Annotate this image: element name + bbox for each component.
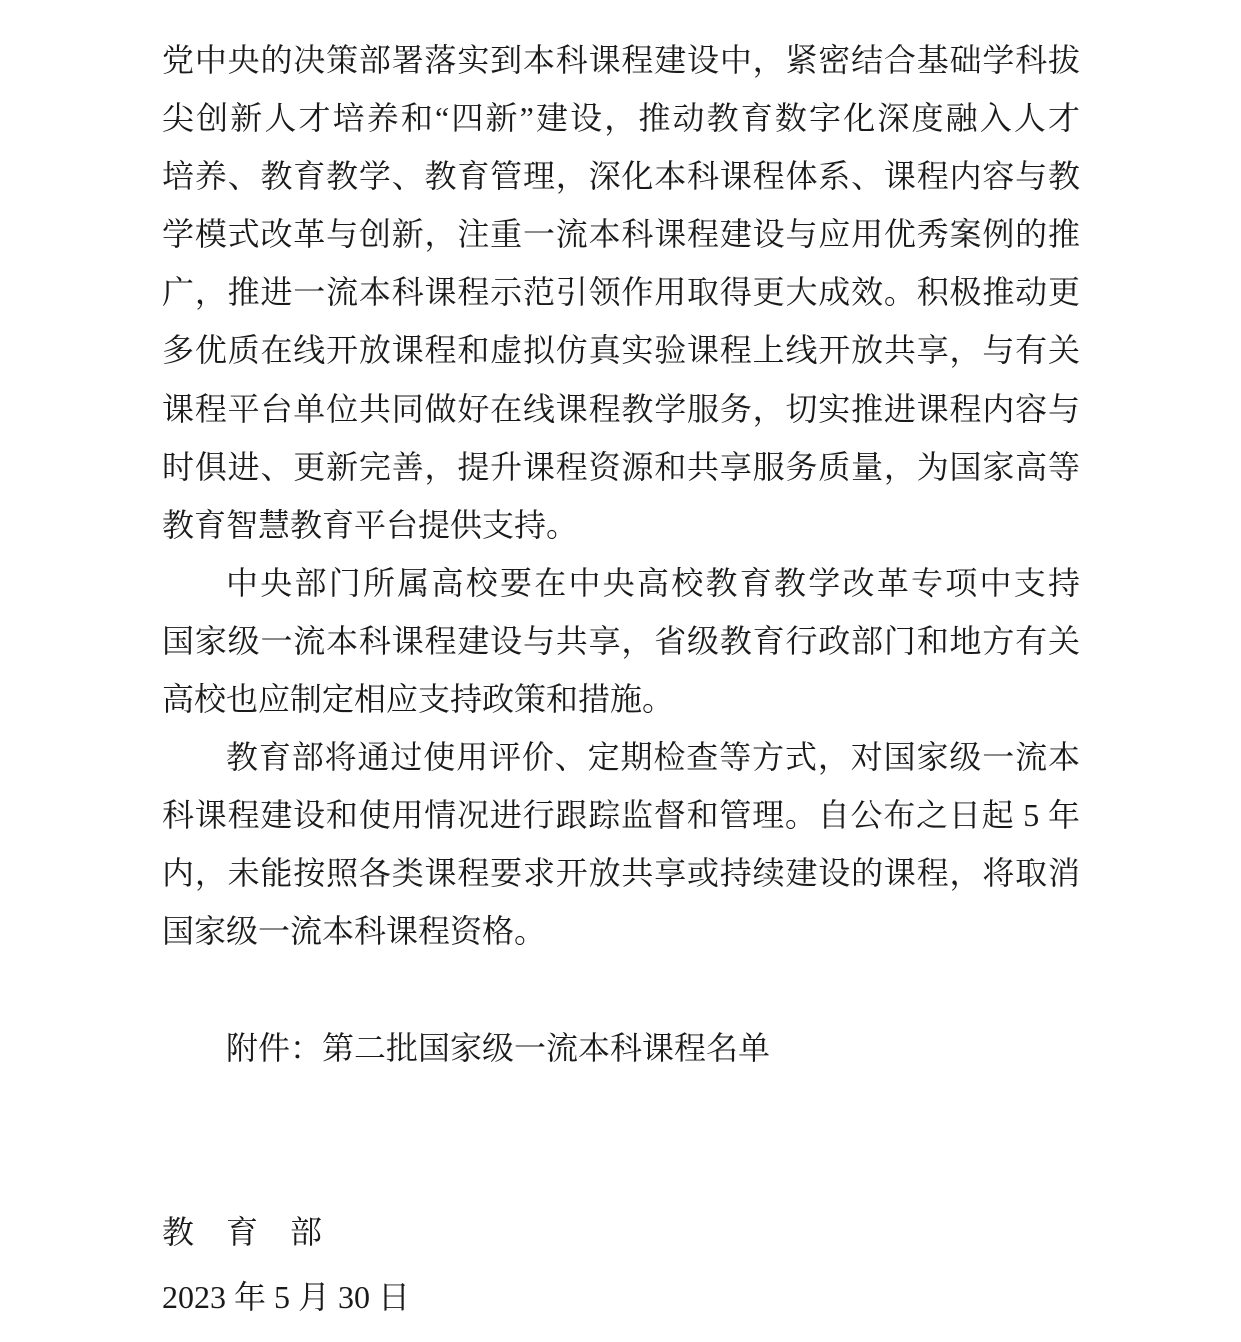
text-line: 尖创新人才培养和“四新”建设，推动教育数字化深度融入人才 — [162, 100, 1080, 137]
signature-agency: 教 育 部 — [162, 1213, 323, 1250]
text-line: 党中央的决策部署落实到本科课程建设中，紧密结合基础学科拔 — [162, 42, 1080, 78]
text-line: 教育智慧教育平台提供支持。 — [162, 506, 579, 543]
signature-block — [162, 1203, 1080, 1326]
attachment-line: 附件：第二批国家级一流本科课程名单 — [226, 1029, 771, 1066]
text-line: 国家级一流本科课程资格。 — [162, 913, 547, 950]
document-paragraphs — [162, 31, 1080, 961]
text-line: 广，推进一流本科课程示范引领作用取得更大成效。积极推动更 — [162, 274, 1080, 311]
document-text-column — [162, 31, 1080, 1326]
text-line: 国家级一流本科课程建设与共享，省级教育行政部门和地方有关 — [162, 622, 1080, 659]
text-line: 课程平台单位共同做好在线课程教学服务，切实推进课程内容与 — [162, 390, 1080, 427]
text-line: 教育部将通过使用评价、定期检查等方式，对国家级一流本 — [226, 739, 1080, 776]
text-line: 培养、教育教学、教育管理，深化本科课程体系、课程内容与教 — [162, 158, 1080, 195]
text-line: 多优质在线开放课程和虚拟仿真实验课程上线开放共享，与有关 — [162, 332, 1080, 369]
text-line: 学模式改革与创新，注重一流本科课程建设与应用优秀案例的推 — [162, 216, 1080, 253]
text-line: 高校也应制定相应支持政策和措施。 — [162, 681, 675, 718]
text-line: 内，未能按照各类课程要求开放共享或持续建设的课程，将取消 — [162, 855, 1080, 892]
text-line: 中央部门所属高校要在中央高校教育教学改革专项中支持 — [226, 564, 1080, 601]
signature-date: 2023 年 5 月 30 日 — [162, 1278, 411, 1315]
text-line: 科课程建设和使用情况进行跟踪监督和管理。自公布之日起 5 年 — [162, 797, 1080, 834]
text-line: 时俱进、更新完善，提升课程资源和共享服务质量，为国家高等 — [162, 448, 1080, 485]
